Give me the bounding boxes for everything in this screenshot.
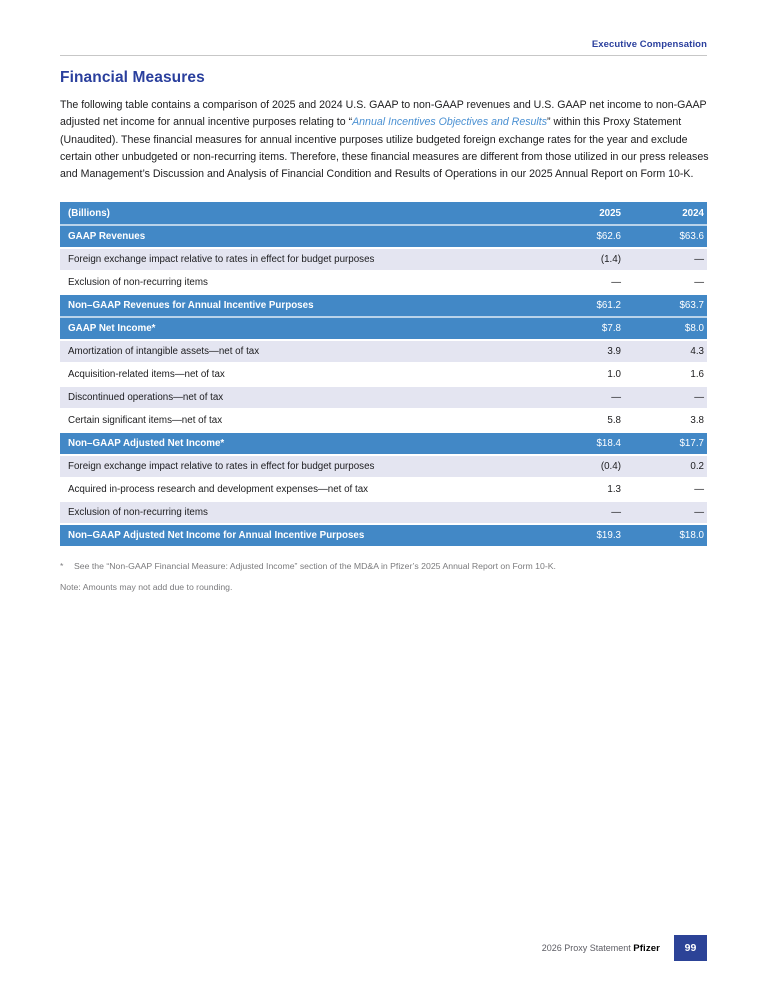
footer-brand: Pfizer	[633, 942, 660, 954]
footnote-text: See the “Non-GAAP Financial Measure: Adjusted Income” section of the MD&A in Pfizer’s 2025 Annual Report on Form 10-K.	[74, 561, 556, 571]
footer-statement-text: 2026 Proxy Statement	[541, 942, 631, 953]
value-2024: $63.6	[679, 231, 704, 242]
value-2025: $7.8	[601, 323, 621, 334]
value-2025: —	[611, 507, 621, 518]
table-row	[60, 363, 707, 386]
intro-paragraph	[60, 97, 710, 183]
column-header-2025: 2025	[599, 207, 621, 219]
row-label: Non–GAAP Revenues for Annual Incentive Purposes	[68, 300, 314, 311]
table-row	[60, 455, 707, 478]
value-2025: 5.8	[607, 415, 621, 426]
value-2025: (0.4)	[600, 461, 621, 472]
value-2025: 1.0	[607, 369, 621, 380]
table-row	[60, 317, 707, 340]
column-header-billions: (Billions)	[68, 207, 110, 219]
value-2024: $8.0	[684, 323, 704, 334]
footer-statement	[542, 943, 660, 954]
value-2024: $18.0	[679, 530, 704, 541]
row-label: Non–GAAP Adjusted Net Income*	[68, 438, 225, 449]
footnote-marker: *	[60, 561, 64, 571]
value-2024: —	[694, 254, 704, 265]
row-label: Foreign exchange impact relative to rates in effect for budget purposes	[68, 461, 375, 472]
row-label: Acquired in-process research and development expenses—net of tax	[68, 484, 369, 495]
table-row	[60, 386, 707, 409]
value-2025: 1.3	[607, 484, 621, 495]
row-label: Discontinued operations—net of tax	[68, 392, 224, 403]
row-label: Certain significant items—net of tax	[68, 415, 223, 426]
footnote-rounding: Note: Amounts may not add due to rounding.	[60, 582, 233, 592]
table-row	[60, 294, 707, 317]
row-label: Non–GAAP Adjusted Net Income for Annual Incentive Purposes	[68, 530, 365, 541]
table-row	[60, 524, 707, 547]
page-footer	[60, 935, 707, 961]
row-label: Exclusion of non-recurring items	[68, 277, 208, 288]
value-2024: —	[694, 484, 704, 495]
row-label: Acquisition-related items—net of tax	[68, 369, 225, 380]
table-row	[60, 501, 707, 524]
row-label: Amortization of intangible assets—net of tax	[68, 346, 260, 357]
value-2025: (1.4)	[600, 254, 621, 265]
value-2024: —	[694, 392, 704, 403]
row-label: Foreign exchange impact relative to rates in effect for budget purposes	[68, 254, 375, 265]
value-2024: —	[694, 277, 704, 288]
value-2024: 0.2	[690, 461, 704, 472]
table-row	[60, 409, 707, 432]
annual-incentives-link[interactable]: Annual Incentives Objectives and Results	[352, 116, 548, 129]
value-2025: —	[611, 392, 621, 403]
value-2025: $18.4	[596, 438, 621, 449]
table-row	[60, 478, 707, 501]
row-label: Exclusion of non-recurring items	[68, 507, 208, 518]
table-row	[60, 271, 707, 294]
value-2024: 3.8	[690, 415, 704, 426]
table-header-row	[60, 202, 707, 225]
intro-text-before: The following table contains a comparison of 2025 and 2024 U.S. GAAP to non-GAAP revenues and U.S. GAAP net income to non-GAAP adjusted net income for annual incentive purposes relating to “	[60, 99, 707, 129]
value-2025: $19.3	[596, 530, 621, 541]
value-2024: —	[694, 507, 704, 518]
table-row	[60, 248, 707, 271]
page-title: Financial Measures	[60, 69, 205, 86]
value-2024: $63.7	[679, 300, 704, 311]
column-header-2024: 2024	[682, 207, 704, 219]
value-2024: 1.6	[690, 369, 704, 380]
intro-text-after: ” within this Proxy Statement (Unaudited). These financial measures for annual incentive purposes utilize budgeted foreign exchange rates for the year and exclude certain other unbudgeted or non-recurring items. Therefore, these financial measures are different from those utilized in our press releases and Management’s Discussion and Analysis of Financial Condition and Results of Operations in our 2025 Annual Report on Form 10-K.	[60, 116, 709, 181]
value-2025: 3.9	[607, 346, 621, 357]
header-divider	[60, 55, 707, 56]
value-2024: 4.3	[690, 346, 704, 357]
value-2025: —	[611, 277, 621, 288]
table-row	[60, 432, 707, 455]
value-2025: $61.2	[596, 300, 621, 311]
footnote-asterisk	[60, 561, 707, 572]
financial-measures-table	[60, 202, 707, 548]
section-label: Executive Compensation	[591, 39, 707, 50]
page-number-badge: 99	[674, 935, 707, 961]
row-label: GAAP Net Income*	[68, 323, 156, 334]
value-2025: $62.6	[596, 231, 621, 242]
table-row	[60, 225, 707, 248]
table-row	[60, 340, 707, 363]
value-2024: $17.7	[679, 438, 704, 449]
row-label: GAAP Revenues	[68, 231, 146, 242]
